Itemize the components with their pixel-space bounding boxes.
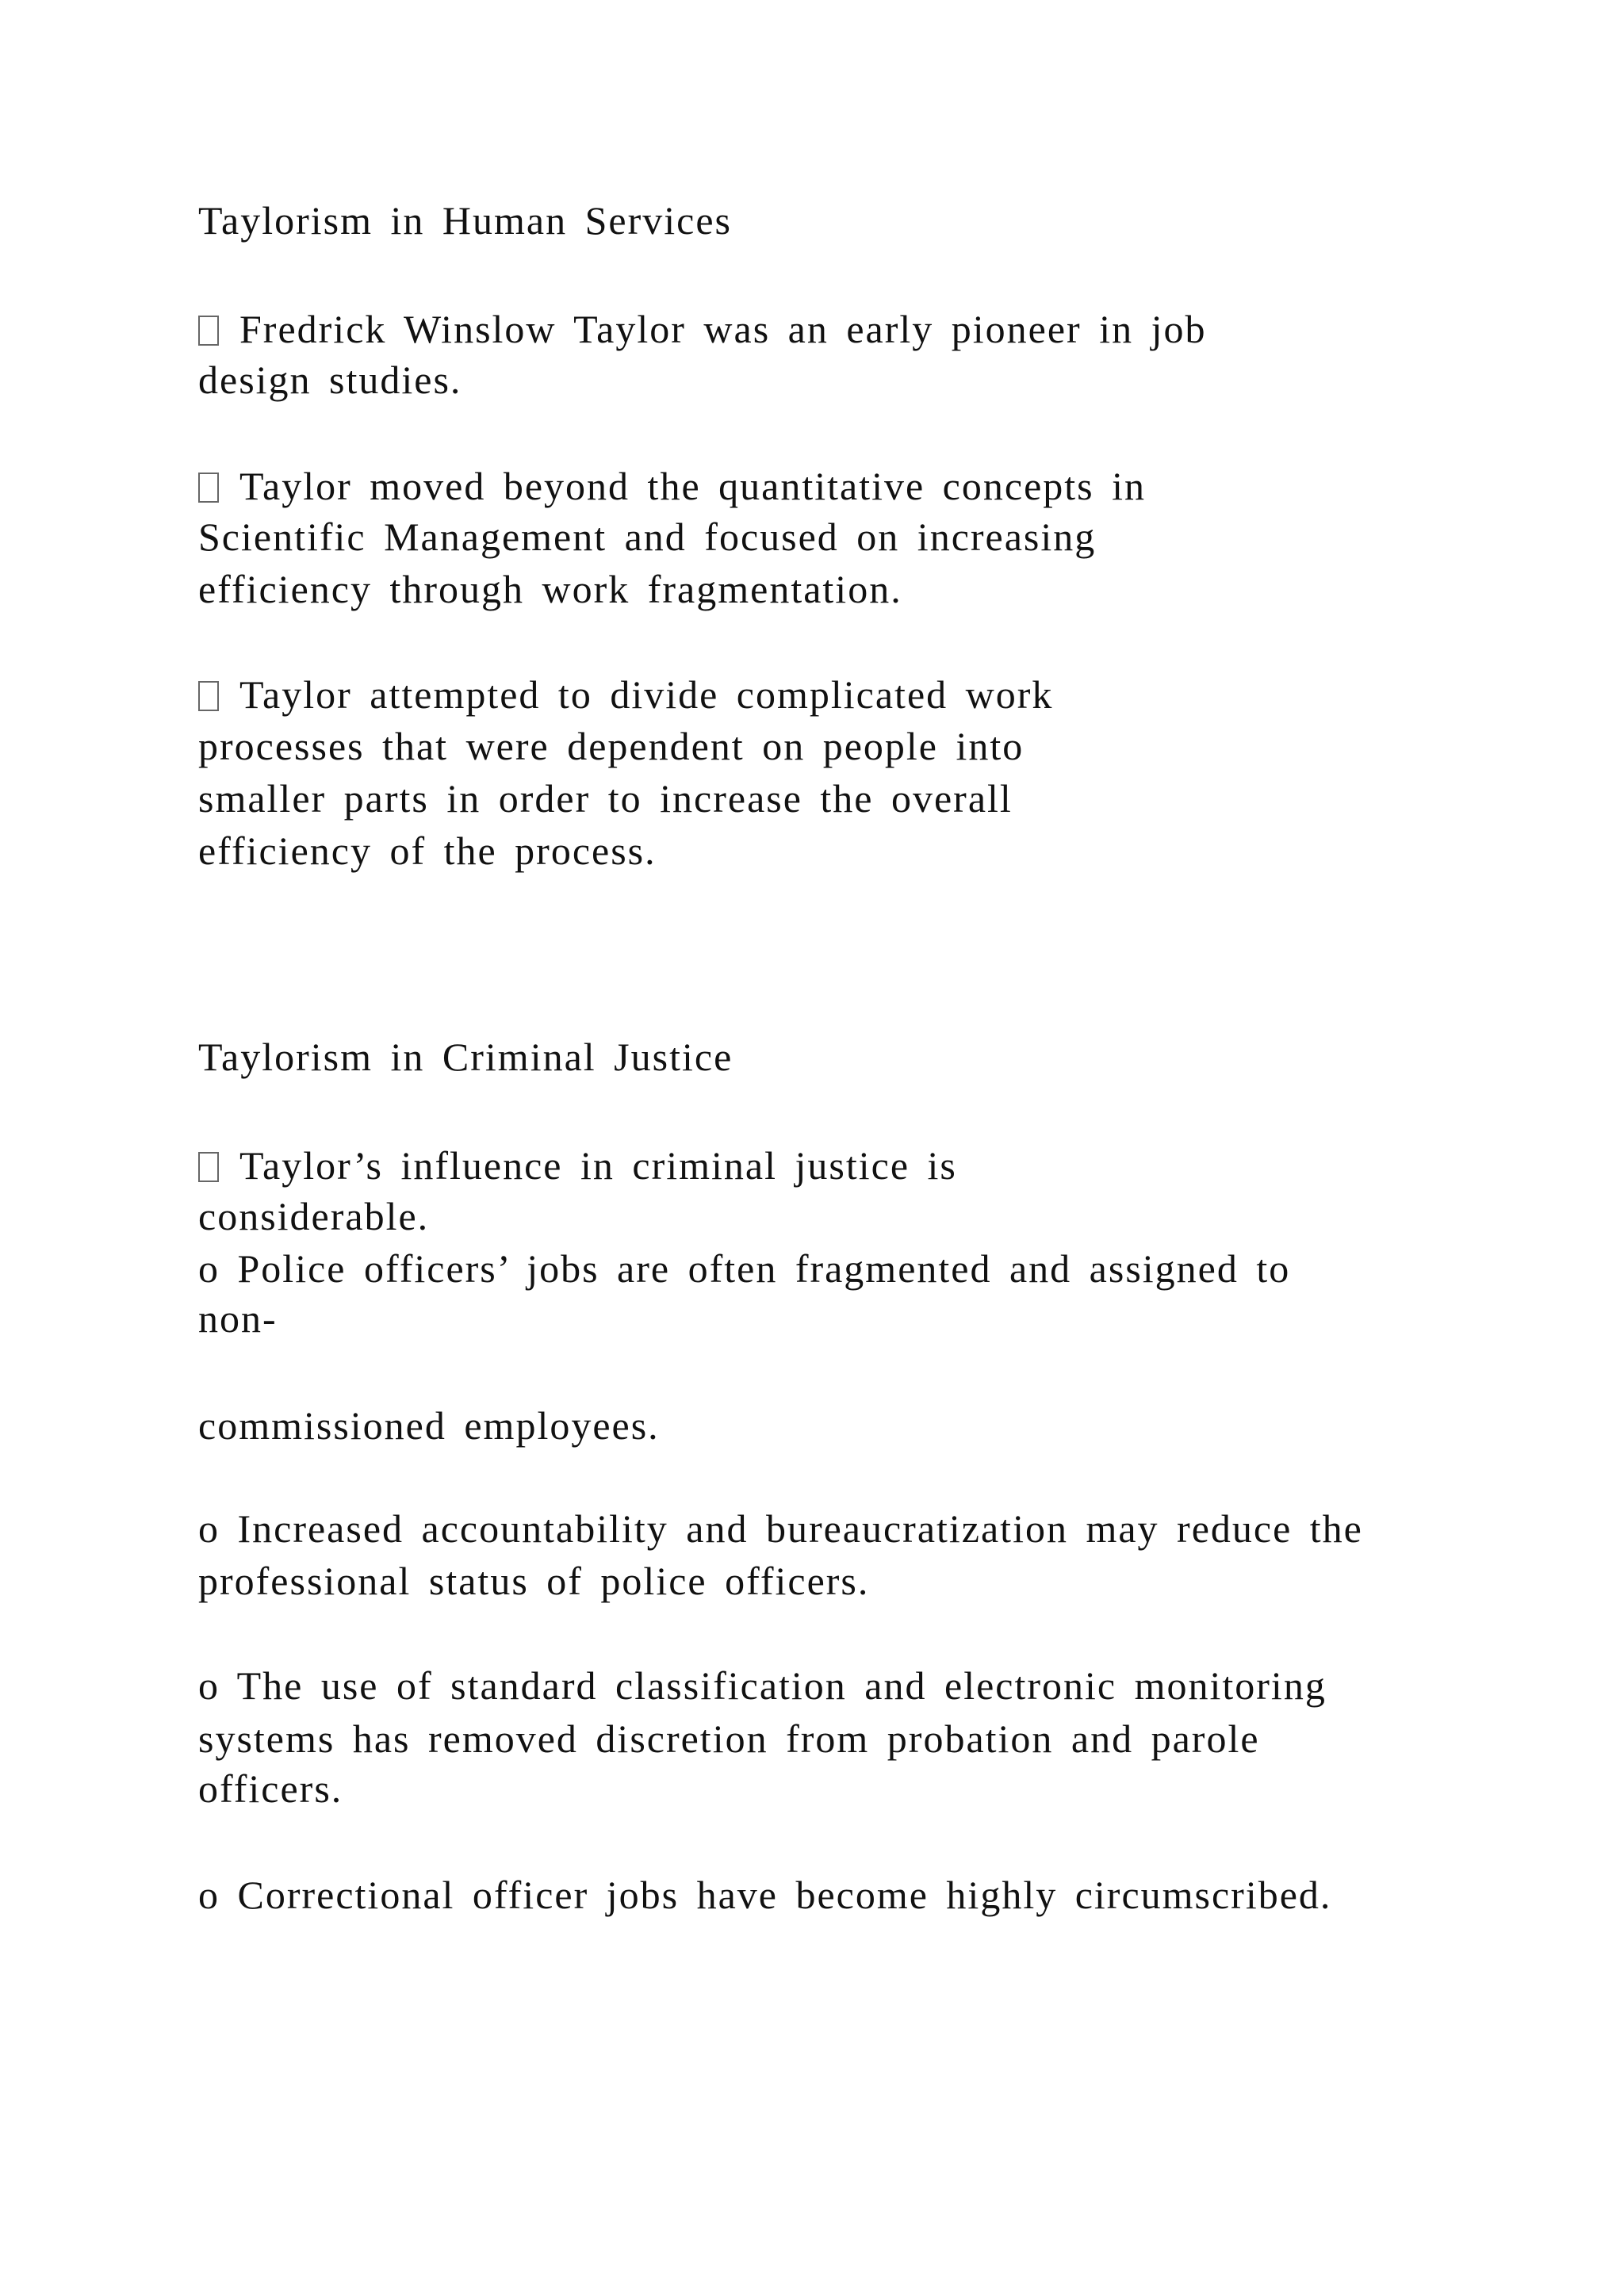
section-heading-human-services: Taylorism in Human Services xyxy=(198,198,732,243)
body-line: efficiency through work fragmentation. xyxy=(198,567,902,611)
sub-bullet-line: o Increased accountability and bureaucratization may reduce the xyxy=(198,1506,1363,1551)
sub-bullet-line: o Police officers’ jobs are often fragmented and assigned to xyxy=(198,1246,1291,1291)
bullet-text: Fredrick Winslow Taylor was an early pioneer in job xyxy=(239,307,1207,351)
bullet-box-icon xyxy=(198,473,219,503)
bullet-line xyxy=(198,1139,957,1192)
bullet-box-icon xyxy=(198,316,219,346)
bullet-line xyxy=(198,460,1146,512)
body-line: non- xyxy=(198,1296,278,1341)
section-heading-criminal-justice: Taylorism in Criminal Justice xyxy=(198,1035,733,1079)
body-line: considerable. xyxy=(198,1194,430,1238)
bullet-line xyxy=(198,668,1053,721)
body-line: professional status of police officers. xyxy=(198,1559,870,1603)
bullet-box-icon xyxy=(198,1152,219,1182)
body-line: processes that were dependent on people into xyxy=(198,724,1025,768)
bullet-text: Taylor’s influence in criminal justice is xyxy=(239,1143,957,1188)
body-line: design studies. xyxy=(198,358,462,402)
body-line: commissioned employees. xyxy=(198,1403,660,1448)
body-line: efficiency of the process. xyxy=(198,828,657,873)
body-line: officers. xyxy=(198,1766,343,1811)
body-line: smaller parts in order to increase the overall xyxy=(198,776,1013,821)
bullet-text: Taylor moved beyond the quantitative concepts in xyxy=(239,464,1146,508)
sub-bullet-line: o The use of standard classification and electronic monitoring xyxy=(198,1663,1327,1708)
bullet-box-icon xyxy=(198,681,219,711)
body-line: systems has removed discretion from probation and parole xyxy=(198,1716,1260,1761)
bullet-text: Taylor attempted to divide complicated work xyxy=(239,672,1054,717)
sub-bullet-line: o Correctional officer jobs have become highly circumscribed. xyxy=(198,1873,1332,1917)
body-line: Scientific Management and focused on increasing xyxy=(198,515,1097,559)
bullet-line xyxy=(198,303,1207,355)
